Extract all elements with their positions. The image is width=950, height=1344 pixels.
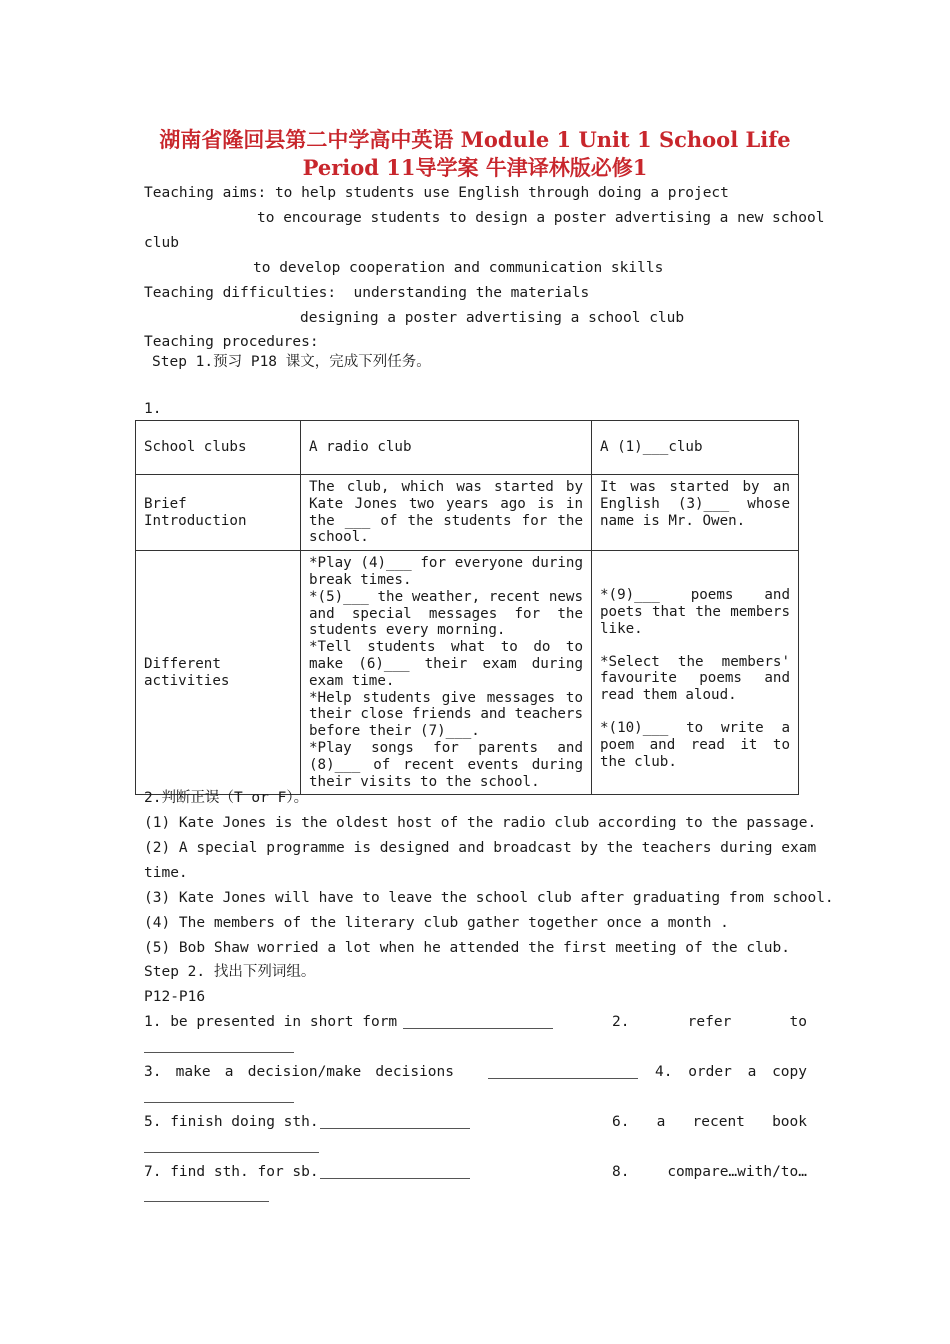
phrase-8: 8. compare…with/to… xyxy=(612,1164,807,1180)
radio-activities-cell xyxy=(301,551,592,795)
teaching-aim-3: to develop cooperation and communication skills xyxy=(253,260,664,276)
teaching-procedures-label: Teaching procedures: xyxy=(144,334,319,350)
answer-blank[interactable] xyxy=(144,1152,319,1153)
tf-item-2-wrap: time. xyxy=(144,865,188,881)
step1-heading: Step 1.预习 P18 课文，完成下列任务。 xyxy=(152,354,431,370)
step2-pages: P12-P16 xyxy=(144,989,206,1005)
teaching-aims-line: Teaching aims: to help students use English through doing a project xyxy=(144,185,729,201)
document-title-line1: 湖南省隆回县第二中学高中英语 Module 1 Unit 1 School Life xyxy=(159,127,791,152)
tf-item-1: (1) Kate Jones is the oldest host of the radio club according to the passage. xyxy=(144,815,817,831)
document-title-line2: Period 11导学案 牛津译林版必修1 xyxy=(302,155,648,180)
tf-item-4: (4) The members of the literary club gather together once a month . xyxy=(144,915,729,931)
radio-activity-item: *Help students give messages to their close friends and teachers before their (7)___. xyxy=(309,689,583,740)
tf-item-5: (5) Bob Shaw worried a lot when he attended the first meeting of the club. xyxy=(144,940,791,956)
step2-heading: Step 2. 找出下列词组。 xyxy=(144,964,316,980)
task2-heading: 2.判断正误（T or F）。 xyxy=(144,790,309,806)
phrase-7: 7. find sth. for sb. xyxy=(144,1164,319,1180)
phrase-6: 6. a recent book xyxy=(612,1114,807,1130)
different-activities-label: Different activities xyxy=(136,551,301,795)
answer-blank[interactable] xyxy=(144,1102,294,1103)
teaching-aim-2: to encourage students to design a poster advertising a new school xyxy=(257,210,825,226)
tf-item-2: (2) A special programme is designed and broadcast by the teachers during exam xyxy=(144,840,817,856)
literary-activity-item: *Select the members' favourite poems and read them aloud. xyxy=(600,653,790,704)
answer-blank[interactable] xyxy=(488,1078,638,1079)
table-row-brief xyxy=(136,475,799,551)
answer-blank[interactable] xyxy=(403,1028,553,1029)
table-row-activities xyxy=(136,551,799,795)
clubs-table xyxy=(135,420,799,795)
answer-blank[interactable] xyxy=(320,1178,470,1179)
phrase-4: 4. order a copy xyxy=(655,1064,807,1080)
teaching-aim-2-wrap: club xyxy=(144,235,179,251)
brief-introduction-label: Brief Introduction xyxy=(136,475,301,551)
radio-activity-item: *(5)___ the weather, recent news and special messages for the students every morning. xyxy=(309,588,583,639)
phrase-5: 5. finish doing sth. xyxy=(144,1114,319,1130)
answer-blank[interactable] xyxy=(144,1201,269,1202)
literary-activities-cell xyxy=(592,551,799,795)
literary-brief-cell: It was started by an English (3)___ whose name is Mr. Owen. xyxy=(592,475,799,551)
task1-number: 1. xyxy=(144,401,162,417)
header-radio-club: A radio club xyxy=(301,421,592,475)
phrase-2: 2. refer to xyxy=(612,1014,807,1030)
literary-activity-item: *(10)___ to write a poem and read it to the club. xyxy=(600,719,790,770)
phrase-1: 1. be presented in short form xyxy=(144,1014,398,1030)
teaching-difficulty-2: designing a poster advertising a school club xyxy=(300,310,685,326)
radio-brief-cell: The club, which was started by Kate Jones two years ago is in the ___ of the students for the school. xyxy=(301,475,592,551)
tf-item-3: (3) Kate Jones will have to leave the school club after graduating from school. xyxy=(144,890,834,906)
literary-activity-item: *(9)___ poems and poets that the members like. xyxy=(600,587,790,637)
answer-blank[interactable] xyxy=(320,1128,470,1129)
radio-activity-item: *Tell students what to do to make (6)___ their exam during exam time. xyxy=(309,639,583,689)
radio-activity-item: *Play (4)___ for everyone during break times. xyxy=(309,555,583,588)
phrase-3: 3. make a decision/make decisions xyxy=(144,1064,454,1080)
header-school-clubs: School clubs xyxy=(136,421,301,475)
table-header-row xyxy=(136,421,799,475)
teaching-difficulties-line: Teaching difficulties: understanding the materials xyxy=(144,285,590,301)
header-literary-club: A (1)___club xyxy=(592,421,799,475)
radio-activity-item: *Play songs for parents and (8)___ of recent events during their visits to the school. xyxy=(309,739,583,790)
answer-blank[interactable] xyxy=(144,1052,294,1053)
